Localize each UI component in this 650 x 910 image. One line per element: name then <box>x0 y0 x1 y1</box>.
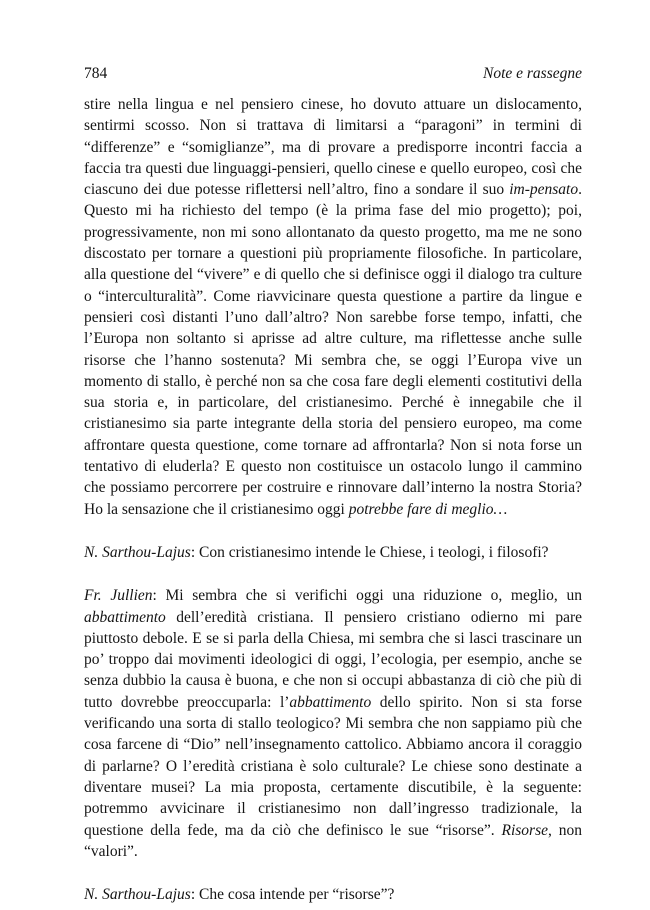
text-segment: dell’eredità cristiana. Il pensiero cristiano odierno mi pare piuttosto debole. E se si parla della Chiesa, mi sembra che si lasci trascinare un po’ troppo dai movimenti ideologici di oggi, l’ecologia, per esempio, anche se senza dubbio la causa è buona, e che non si occupi abbastanza di ciò che più di tutto dovrebbe preoccuparla: l’ <box>84 608 582 711</box>
paragraph-question-1 <box>84 542 582 563</box>
running-head: Note e rassegne <box>482 65 582 82</box>
text-segment: , non “valori”. <box>84 821 582 860</box>
italic-segment: im-pensato <box>509 181 579 199</box>
paragraph-julien-continuation <box>84 94 582 520</box>
text-segment: : Con cristianesimo intende le Chiese, i teologi, i filosofi? <box>190 543 549 561</box>
text-segment: . Questo mi ha richiesto del tempo (è la prima fase del mio progetto); poi, progressivamente, non mi sono allontanato da questo progetto, ma me ne sono discostato per tornare a questioni più propriamente filosofiche. In particolare, alla questione del “vivere” e di quello che si definisce oggi il dialogo tra culture o “interculturalità”. Come riavvicinare questa questione a partire da lingue e pensieri così distanti l’uno dall’altro? Non sarebbe forse tempo, infatti, che l’Europa non soltanto si aprisse ad altre culture, ma riflettesse anche sulle risorse che l’hanno sostenuta? Mi sembra che, se oggi l’Europa vive un momento di stallo, è perché non sa che cosa fare degli elementi costitutivi della sua storia e, in particolare, del cristianesimo. Perché è innegabile che il cristianesimo sia parte integrante della storia del pensiero europeo, ma come affrontare questa questione, come tornare ad affrontarla? Non si nota forse un tentativo di eluderla? E questo non costituisce un ostacolo lungo il cammino che possiamo percorrere per costruire e rinnovare dall’interno la nostra Storia? Ho la sensazione che il cristianesimo oggi <box>84 181 582 518</box>
page-number: 784 <box>84 65 108 82</box>
text-segment: dello spirito. Non si sta forse verificando una sorta di stallo teologico? Mi sembra che non sappiamo più che cosa farcene di “Dio” nell’insegnamento cattolico. Abbiamo ancora il coraggio di parlarne? O l’eredità cristiana è solo culturale? Le chiese sono destinate a diventare musei? La mia proposta, certamente discutibile, è la seguente: potremmo avvicinare il cristianesimo non dall’ingresso tradizionale, la questione della fede, ma da ciò che definisco le sue “risorse”. <box>84 693 582 839</box>
page-header <box>84 63 582 85</box>
italic-segment: potrebbe fare di meglio… <box>348 500 508 518</box>
text-segment: : Che cosa intende per “risorse”? <box>190 886 395 904</box>
speaker-name: N. Sarthou-Lajus <box>84 886 191 904</box>
italic-segment: abbattimento <box>84 608 166 626</box>
text-segment: stire nella lingua e nel pensiero cinese, ho dovuto attuare un dislocamento, sentirmi scosso. Non si trattava di limitarsi a “paragoni” in termini di “differenze” e “somiglianze”, ma di provare a predisporre incontri faccia a faccia tra questi due linguaggi-pensieri, quello cinese e quello europeo, così che ciascuno dei due potesse riflettersi nell’altro, fino a sondare il suo <box>84 96 582 199</box>
speaker-name: N. Sarthou-Lajus <box>84 543 191 561</box>
italic-segment: Risorse <box>501 821 548 839</box>
text-segment: : Mi sembra che si verifichi oggi una riduzione o, meglio, un <box>152 587 582 605</box>
speaker-name: Fr. Jullien <box>84 587 153 605</box>
body-text <box>84 94 582 905</box>
italic-segment: abbattimento <box>289 693 372 711</box>
paragraph-answer-julien <box>84 585 582 862</box>
paragraph-question-2 <box>84 884 582 905</box>
